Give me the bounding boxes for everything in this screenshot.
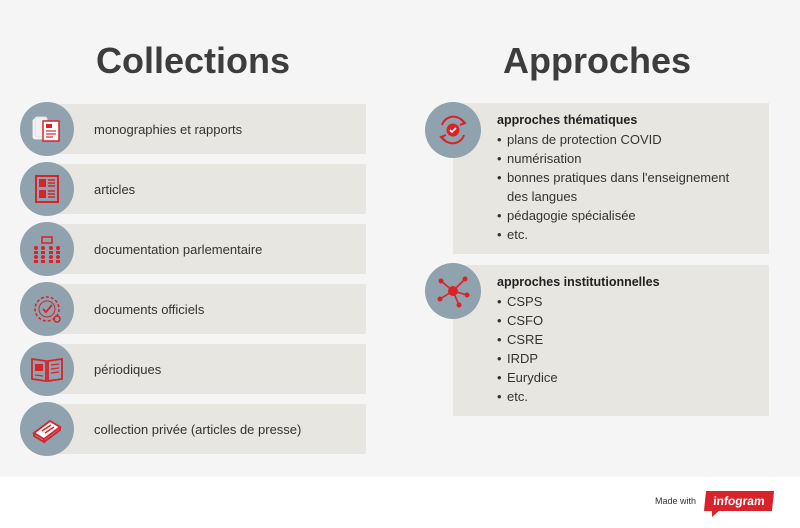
list-item: • bonnes pratiques dans l'enseignement des langues [497,168,737,206]
collection-item-parliament [20,222,366,276]
institutional-content [497,275,660,406]
list-item: • IRDP [497,349,660,368]
open-magazine-icon [20,342,74,396]
collection-item-monographies [20,102,366,156]
list-item: • pédagogie spécialisée [497,206,737,225]
collection-item-official-docs [20,282,366,336]
newspaper-stack-icon [20,402,74,456]
collection-item-private [20,402,366,456]
collection-label: collection privée (articles de presse) [94,421,302,437]
list-item: • plans de protection COVID [497,130,737,149]
collection-label: documentation parlementaire [94,241,263,257]
footer [0,477,800,528]
collections-title: Collections [95,40,291,81]
collection-item-periodicals [20,342,366,396]
infogram-logo-link[interactable]: infogram [704,491,774,511]
institutional-heading: approches institutionnelles [497,275,660,289]
institutional-list [497,292,660,406]
institutional-approaches-box [453,265,769,416]
collection-item-articles [20,162,366,216]
parliament-icon [20,222,74,276]
approaches-title: Approches [502,40,692,81]
collection-label: documents officiels [94,301,205,317]
thematic-content [497,113,737,244]
thematic-approaches-box [453,103,769,254]
list-item: • etc. [497,225,737,244]
logo-tail [712,510,720,517]
official-seal-icon [20,282,74,336]
article-icon [20,162,74,216]
collection-label: articles [94,181,136,197]
cycle-check-icon [425,102,481,158]
collection-label: périodiques [94,361,162,377]
list-item: • etc. [497,387,660,406]
list-item: • numérisation [497,149,737,168]
thematic-list [497,130,737,244]
list-item: • CSFO [497,311,660,330]
network-hub-icon [425,263,481,319]
list-item: • CSRE [497,330,660,349]
thematic-heading: approches thématiques [497,113,638,127]
list-item: • Eurydice [497,368,660,387]
books-report-icon [20,102,74,156]
collection-label: monographies et rapports [94,121,243,137]
made-with-text: Made with [655,496,697,506]
list-item: • CSPS [497,292,660,311]
